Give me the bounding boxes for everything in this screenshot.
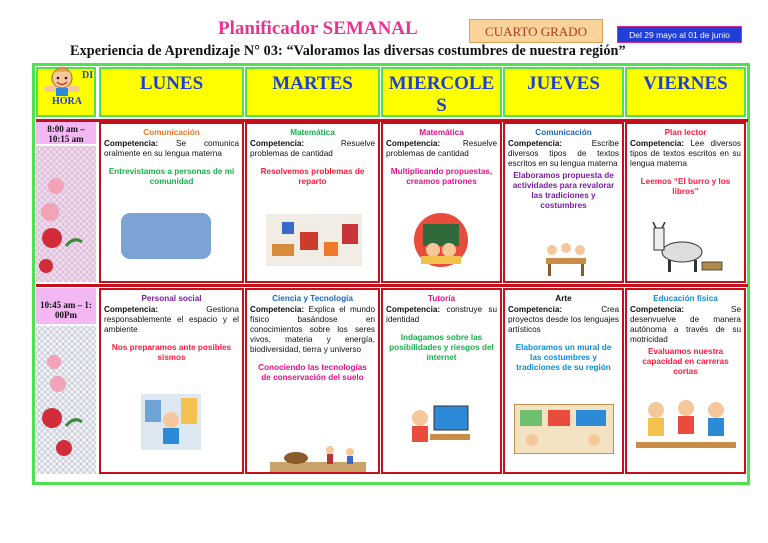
classroom-kids-illustration-icon [413, 212, 469, 268]
flower-decoration-icon [36, 326, 96, 474]
time-slot-1: 8:00 am – 10:15 am [47, 124, 85, 144]
area-label: Arte [555, 294, 572, 303]
experience-title: Experiencia de Aprendizaje N° 03: “Valoramos las diversas costumbres de nuestra región” [70, 43, 626, 59]
hora-prefix: DI [82, 70, 94, 81]
area-label: Comunicación [143, 128, 200, 137]
kid-illustration-icon [40, 64, 84, 96]
area-label: Matemática [290, 128, 335, 137]
day-header-viernes: VIERNES [625, 67, 746, 117]
competencia-text [508, 305, 619, 335]
kid-computer-illustration-icon [404, 400, 474, 446]
actividad-text: Elaboramos un mural de las costumbres y tradiciones de su región [515, 343, 612, 372]
cell-miercoles-row2 [381, 288, 502, 474]
area-label: Matemática [419, 128, 464, 137]
earthquake-kid-illustration-icon [141, 394, 201, 450]
date-range-badge: Del 29 mayo al 01 de junio [617, 26, 742, 43]
flower-decoration-icon [36, 146, 96, 282]
competencia-text [630, 305, 741, 345]
area-label: Plan lector [664, 128, 707, 137]
image-placeholder [121, 213, 211, 259]
hora-label: HORA [52, 96, 82, 107]
actividad-text: Entrevistamos a personas de mi comunidad [108, 167, 235, 186]
comp-value: Crea proyectos desde los lenguajes artísticos [508, 305, 619, 334]
actividad-text: Indagamos sobre las posibilidades y riesgos del internet [389, 333, 494, 362]
comp-label: Competencia: [386, 305, 441, 314]
comp-value: Lee diversos tipos de textos escritos en su lengua materna [630, 139, 741, 168]
plowing-farmers-illustration-icon [270, 444, 366, 472]
area-label: Personal social [141, 294, 202, 303]
comp-label: Competencia: [104, 305, 159, 314]
competencia-text [508, 139, 619, 169]
comp-value: Resuelve problemas de cantidad [250, 139, 375, 158]
comp-label: Competencia: [104, 139, 159, 148]
area-label: Ciencia y Tecnología [272, 294, 353, 303]
area-label: Educación física [653, 294, 718, 303]
comp-value: construye su identidad [386, 305, 497, 324]
comp-value: Gestiona responsablemente el espacio y el ambiente [104, 305, 239, 334]
grade-badge: CUARTO GRADO [469, 19, 603, 43]
time-slot-2: 10:45 am – 1: 00Pm [40, 300, 92, 320]
comp-value: Se comunica oralmente en su lengua materna [104, 139, 239, 158]
race-kids-illustration-icon [636, 396, 736, 452]
day-header-martes: MARTES [245, 67, 380, 117]
actividad-text: Evaluamos nuestra capacidad en carreras cortas [642, 347, 729, 376]
actividad-text: Leemos “El burro y los libros” [640, 177, 731, 196]
actividad-text: Resolvemos problemas de reparto [260, 167, 365, 186]
competencia-text [386, 305, 497, 325]
comp-label: Competencia: [250, 139, 305, 148]
area-label: Tutoría [427, 294, 456, 303]
competencia-text [250, 305, 375, 355]
actividad-text: Multiplicando propuestas, creamos patrones [390, 167, 493, 186]
day-header-lunes: LUNES [99, 67, 244, 117]
comp-label: Competencia: [508, 305, 563, 314]
page-title: Planificador SEMANAL [218, 18, 418, 39]
students-table-illustration-icon [540, 240, 592, 278]
fraction-blocks-illustration-icon [266, 214, 362, 266]
comp-label: Competencia: [630, 305, 685, 314]
actividad-text: Conociendo las tecnologías de conservación del suelo [258, 363, 367, 382]
comp-value: Explica el mundo físico basándose en conocimientos sobre los seres vivos, materia y energía, biodiversidad, tierra y universo [250, 305, 375, 354]
comp-value: Escribe diversos tipos de textos escritos en su lengua materna [508, 139, 619, 168]
competencia-text [630, 139, 741, 169]
competencia-text [104, 305, 239, 335]
comp-value: Resuelve problemas de cantidad [386, 139, 497, 158]
actividad-text: Elaboramos propuesta de actividades para revalorar las tradiciones y costumbres [512, 171, 615, 210]
comp-label: Competencia: [508, 139, 563, 148]
comp-label: Competencia: [630, 139, 685, 148]
competencia-text [250, 139, 375, 159]
day-header-miercoles: MIERCOLE S [381, 67, 502, 117]
competencia-text [386, 139, 497, 159]
comp-label: Competencia: [386, 139, 441, 148]
comp-label: Competencia: [250, 305, 305, 314]
competencia-text [104, 139, 239, 159]
comp-value: Se desenvuelve de manera autónoma a través de su motricidad [630, 305, 741, 344]
actividad-text: Nos preparamos ante posibles sismos [111, 343, 232, 362]
area-label: Comunicación [535, 128, 592, 137]
row-separator [36, 284, 748, 287]
mural-illustration-icon [514, 404, 614, 454]
day-header-jueves: JUEVES [503, 67, 624, 117]
donkey-books-illustration-icon [642, 222, 726, 274]
